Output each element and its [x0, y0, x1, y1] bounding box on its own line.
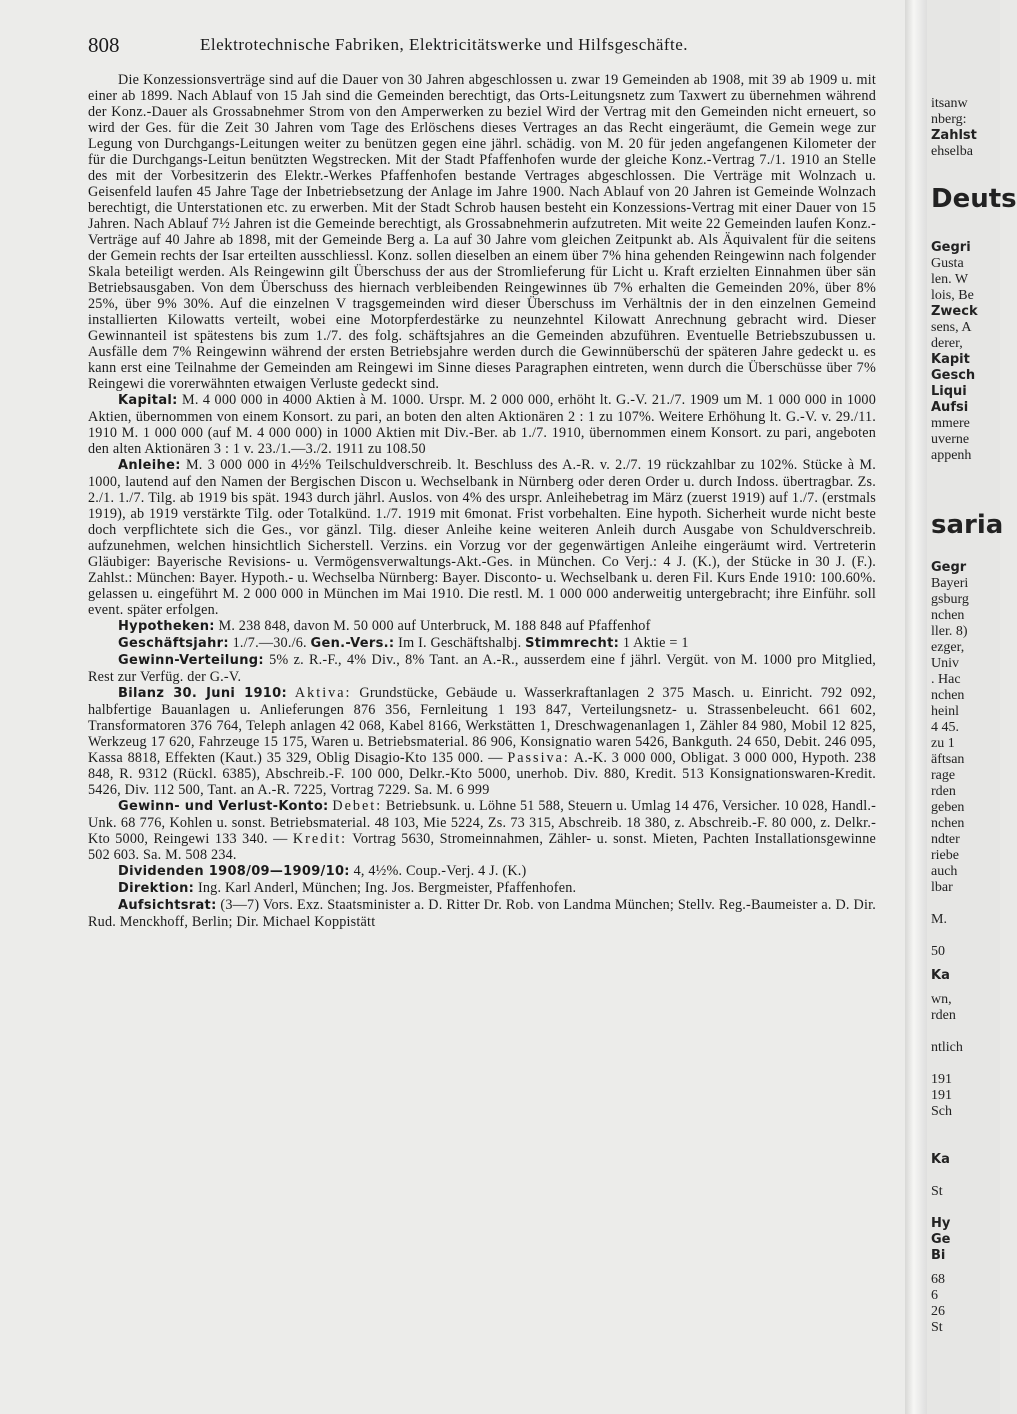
fragment-line: Gesch	[931, 368, 976, 383]
stimmrecht-text: 1 Aktie = 1	[622, 635, 689, 651]
fragment-line: Ka	[931, 968, 950, 983]
fragment-line: 191	[931, 1088, 952, 1103]
kapital-section	[88, 392, 876, 457]
stimmrecht-label: Stimmrecht:	[525, 636, 620, 651]
fragment-line: St	[931, 1184, 943, 1199]
fragment-line: derer,	[931, 336, 963, 351]
fragment-line: Bayeri	[931, 576, 969, 591]
fragment-line: Zweck	[931, 304, 978, 319]
fragment-line: Sch	[931, 1104, 952, 1119]
fragment-line: Hy	[931, 1216, 951, 1231]
kapital-text: M. 4 000 000 in 4000 Aktien à M. 1000. Urspr. M. 2 000 000, erhöht lt. G.-V. 21./7. 1909 um M. 1 000 000 in 1000 Aktien, übernommen von einem Konsort. zu pari, an boten den alten Aktionären 2 : 1 zu 107%. Weitere Erhöhung lt. G.-V. v. 29./11. 1910 M. 1 000 000 (auf M. 4 000 000) in 1000 Aktien mit Div.-Ber. ab 1./7. 1910, übernommen einem Konsort. zu pari, angeboten den alten Aktionären 3 : 1 v. 23./1.—3./2. 1911 zu 108.50	[88, 392, 877, 457]
fragment-line: Aufsi	[931, 400, 969, 415]
hypotheken-text: M. 238 848, davon M. 50 000 auf Unterbruck, M. 188 848 auf Pfaffenhof	[218, 618, 651, 634]
fragment-line: gsburg	[931, 592, 969, 607]
genvers-label: Gen.-Vers.:	[310, 636, 395, 651]
bilanz-section: Bilanz 30. Juni 1910: Aktiva: Grundstücke, Gebäude u. Wasserkraftanlagen 2 375 Masch. u. Einricht. 792 092, halbfertige Bauanlagen u. Anlieferungen 876 356, Fernleitung 1 193 847, Verteilungsnetz- u. Strassenbeleucht. 661 602, Transformatoren 376 764, Teleph anlagen 42 068, Kabel 8166, Werkstätten 1, Dreschwagenanlagen 1, Zähler 84 980, Mobil 12 825, Werkzeug 17 620, Fahrzeuge 15 175, Waren u. Betriebsmaterial. 86 906, Konsignatio waren 5426, Bankguth. 24 650, Debit. 246 095, Kassa 8818, Effekten (Kaut.) 35 329, Oblig Disagio-Kto 135 000. — Passiva: A.-K. 3 000 000, Obligat. 3 000 000, Hypoth. 238 848, R. 9312 (Rückl. 6385), Abschreib.-F. 100 000, Delkr.-Kto 5000, unerhob. Div. 880, Kredit. 513 Konsignationswaren-Kredit. 5426, Div. 112 500, Tant. an A.-R. 7225, Vortrag 7229. Sa. M. 6 999	[88, 685, 877, 798]
fragment-line: nchen	[931, 608, 965, 623]
geschaeftsjahr-section	[88, 635, 876, 652]
fragment-heading: saria	[931, 510, 1004, 540]
page-header	[88, 33, 828, 63]
fragment-line: nchen	[931, 688, 965, 703]
bilanz-passiva-label: Passiva:	[507, 750, 570, 766]
anleihe-section	[88, 457, 876, 618]
aufsichtsrat-label: Aufsichtsrat:	[118, 898, 217, 913]
dividenden-label: Dividenden 1908/09—1909/10:	[118, 864, 350, 879]
guv-kredit-label: Kredit:	[292, 831, 348, 847]
guv-debet-label: Debet:	[332, 798, 383, 814]
fragment-line: rden	[931, 784, 956, 799]
fragment-line: Zahlst	[931, 128, 977, 143]
bilanz-aktiva-label: Aktiva:	[294, 685, 352, 701]
fragment-line: ndter	[931, 832, 960, 847]
fragment-line: nberg:	[931, 112, 967, 127]
fragment-line: 68	[931, 1272, 945, 1287]
fragment-line: heinl	[931, 704, 959, 719]
fragment-line: ller. 8)	[931, 624, 968, 639]
hypotheken-label: Hypotheken:	[118, 619, 215, 634]
gewinn-verteilung-text: 5% z. R.-F., 4% Div., 8% Tant. an A.-R., ausserdem eine f jährl. Vergüt. von M. 1000 pro Mitglied, Rest zur Verfüg. der G.-V.	[88, 652, 876, 685]
fragment-line: zu 1	[931, 736, 955, 751]
anleihe-text: M. 3 000 000 in 4½% Teilschuldverschreib. lt. Beschluss des A.-R. v. 2./7. 19 rückzahlbar zu 102%. Stücke à M. 1000, lautend auf den Namen der Bergischen Discon u. Wechselbank in Nürnberg oder deren Order u. durch Indoss. übertragbar. Zs. 2./1. 1./7. Tilg. ab 1919 bis spät. 1943 durch jährl. Auslos. von 4% des urspr. Anleihebetrag im März (zuerst 1919) auf 1./7. (erstmals 1919), ab 1919 verstärkte Tilg. oder Totalkünd. 1./7. 1919 mit 6monat. Frist vorbehalten. Eine hypoth. Sicherheit wurde nicht beste doch verpflichtete sich die Ges., vor gänzl. Tilg. dieser Anleihe keine weiteren Anleih durch Ausgabe von Schuldverschreib. aufzunehmen, welchen hinsichtlich Sicherstell. Verzins. ein Vorzug vor der gegenwärtigen Anleihe eingeräumt wird. Vertreterin Gläubiger: Bayerische Revisions- u. Vermögensverwaltungs-Akt.-Ges. in München. Co Verj.: 4 J. (K.), der Stücke in 30 J. (F.). Zahlst.: München: Bayer. Hypoth.- u. Wechselba Nürnberg: Bayer. Disconto- u. Wechselbank u. deren Fil. Kurs Ende 1910: 100.60%. gelassen u. eingeführt M. 2 000 000 in München im Mai 1910. Die restl. M. 1 000 000 anderweitig untergebracht; ihre Einführ. soll event. später erfolgen.	[88, 457, 876, 618]
fragment-line: itsanw	[931, 96, 968, 111]
anleihe-label: Anleihe:	[118, 458, 181, 473]
genvers-text: Im I. Geschäftshalbj.	[398, 635, 522, 651]
fragment-line: sens, A	[931, 320, 972, 335]
fragment-line: riebe	[931, 848, 959, 863]
bilanz-passiva-text: A.-K. 3 000 000, Obligat. 3 000 000, Hypoth. 238 848, R. 9312 (Rückl. 6385), Abschreib.-F. 100 000, Delkr.-Kto 5000, unerhob. Div. 880, Kredit. 513 Konsignationswaren-Kredit. 5426, Div. 112 500, Tant. an A.-R. 7225, Vortrag 7229. Sa. M. 6 999	[88, 750, 877, 798]
geschaeftsjahr-label: Geschäftsjahr:	[118, 636, 229, 651]
bilanz-label: Bilanz 30. Juni 1910:	[118, 686, 287, 701]
fragment-line: 6	[931, 1288, 938, 1303]
fragment-line: St	[931, 1320, 943, 1335]
aufsichtsrat-text: (3—7) Vors. Exz. Staatsminister a. D. Ritter Dr. Rob. von Landma München; Stellv. Reg.-Baumeister a. D. Dir. Rud. Menckhoff, Berlin; Dir. Michael Koppistätt	[88, 897, 876, 930]
fragment-line: rden	[931, 1008, 956, 1023]
kapital-label: Kapital:	[118, 393, 178, 408]
fragment-line: len. W	[931, 272, 969, 287]
direktion-section	[88, 880, 876, 897]
gewinn-verteilung-label: Gewinn-Verteilung:	[118, 653, 264, 668]
fragment-line: wn,	[931, 992, 952, 1007]
fragment-line: nchen	[931, 816, 965, 831]
gewinn-verlust-section: Gewinn- und Verlust-Konto: Debet: Betriebsunk. u. Löhne 51 588, Steuern u. Umlag 14 476, Versicher. 10 028, Handl.-Unk. 68 776, Kohlen u. sonst. Betriebsmaterial. 48 103, Mie 5224, Zs. 73 315, Abschreib. 18 380, z. Abschreib.-F. 80 000, z. Delkr.-Kto 5000, Reingewi 133 340. — Kredit: Vortrag 5630, Stromeinnahmen, Zähler- u. sonst. Mieten, Pachten Installationsgewinne 502 603. Sa. M. 508 234.	[88, 798, 877, 863]
fragment-line: Ka	[931, 1152, 950, 1167]
fragment-line: Gegri	[931, 240, 971, 255]
fragment-line: ehselba	[931, 144, 973, 159]
guv-kredit-text: Vortrag 5630, Stromeinnahmen, Zähler- u. sonst. Mieten, Pachten Installationsgewinne 502 603. Sa. M. 508 234.	[88, 831, 876, 863]
fragment-line: 4 45.	[931, 720, 959, 735]
fragment-line: lbar	[931, 880, 953, 895]
page-number: 808	[88, 33, 120, 57]
fragment-line: . Hac	[931, 672, 961, 687]
guv-debet-text: Betriebsunk. u. Löhne 51 588, Steuern u. Umlag 14 476, Versicher. 10 028, Handl.-Unk. 68 776, Kohlen u. sonst. Betriebsmaterial. 48 103, Mie 5224, Zs. 73 315, Abschreib. 18 380, z. Abschreib.-F. 80 000, z. Delkr.-Kto 5000, Reingewi 133 340.	[88, 798, 877, 847]
fragment-line: Univ	[931, 656, 959, 671]
fragment-line: Liqui	[931, 384, 967, 399]
fragment-line: auch	[931, 864, 958, 879]
fragment-line: Gusta	[931, 256, 964, 271]
fragment-line: geben	[931, 800, 965, 815]
aufsichtsrat-section	[88, 897, 876, 930]
direktion-text: Ing. Karl Anderl, München; Ing. Jos. Bergmeister, Pfaffenhofen.	[197, 880, 577, 896]
fragment-line: lois, Be	[931, 288, 974, 303]
running-title: Elektrotechnische Fabriken, Elektricitätswerke und Hilfsgeschäfte.	[200, 35, 689, 54]
book-gutter	[905, 0, 927, 1414]
bilanz-aktiva-text: Grundstücke, Gebäude u. Wasserkraftanlagen 2 375 Masch. u. Einricht. 792 092, halbfertige Bauanlagen u. Anlieferungen 876 356, Fernleitung 1 193 847, Verteilungsnetz- u. Strassenbeleucht. 661 602, Transformatoren 376 764, Teleph anlagen 42 068, Kabel 8166, Werkstätten 1, Dreschwagenanlagen 1, Zähler 84 980, Mobil 12 825, Werkzeug 17 620, Fahrzeuge 15 175, Waren u. Betriebsmaterial. 86 906, Konsignatio waren 5426, Bankguth. 24 650, Debit. 246 095, Kassa 8818, Effekten (Kaut.) 35 329, Oblig Disagio-Kto 135 000.	[88, 685, 877, 766]
dividenden-section	[88, 863, 876, 880]
fragment-line: äftsan	[931, 752, 965, 767]
document-body	[88, 72, 876, 930]
direktion-label: Direktion:	[118, 881, 195, 896]
gewinn-verteilung-section	[88, 652, 876, 685]
fragment-line: uverne	[931, 432, 970, 447]
hypotheken-section	[88, 618, 876, 635]
fragment-line: ezger,	[931, 640, 965, 655]
fragment-line: appenh	[931, 448, 972, 463]
fragment-line: 191	[931, 1072, 952, 1087]
fragment-line: 50	[931, 944, 945, 959]
geschaeftsjahr-text: 1./7.—30./6.	[232, 635, 307, 651]
fragment-line: M.	[931, 912, 947, 927]
fragment-line: mmere	[931, 416, 970, 431]
fragment-line: ntlich	[931, 1040, 963, 1055]
concession-paragraph: Die Konzessionsverträge sind auf die Dauer von 30 Jahren abgeschlossen u. zwar 19 Gemeinden ab 1908, mit 39 ab 1909 u. mit einer ab 1899. Nach Ablauf von 15 Jah sind die Gemeinden berechtigt, das Orts-Leitungsnetz zum Taxwert zu übernehmen während der Konz.-Dauer als Grossabnehmer Strom von den Amperwerken zu beziel Wird der Vertrag mit den Gemeinden nicht erneuert, so wird der Ges. für die Zeit 30 Jahren vom Tage des Erlöschens dieses Vertrages an das Recht eingeräumt, die Gemein wege zur Legung von Durchgangs-Leitungen weiter zu benützen gegen eine jährl. schädig. von M. 20 für jeden angefangenen Kilometer der für die Durchgangs-Leitun benützten Wegstrecken. Mit der Stadt Pfaffenhofen wurde der gleiche Konz.-Vertrag 7./1. 1910 an Stelle des mit der Vorbesitzerin des Elektr.-Werkes Pfaffenhofen bestande Vertrages abgeschlossen. Die Verträge mit Wolnzach u. Geisenfeld laufen 45 Jahre Tage der Inbetriebsetzung der Anlage im Jahre 1900. Nach Ablauf von 20 Jahren ist Gemeinde Wolnzach berechtigt, die Unterstationen etc. zu erwerben. Mit der Stadt Schrob hausen besteht ein Konzessions-Vertrag mit einer Dauer von 15 Jahren. Nach Ablauf 7½ Jahren ist die Gemeinde berechtigt, als Grossabnehmerin aufzutreten. Mit weite 22 Gemeinden laufen Konz.-Verträge auf 40 Jahre ab 1898, mit der Gemeinde Berg a. La auf 30 Jahre vom gleichen Zeitpunkt ab. Als Äquivalent für die seitens der Gemein rechts der Isar erteilten ausschliessl. Konz. sollen dieselben an einem über 7% hina gehenden Reingewinn nach folgender Skala beteiligt werden. Als Reingewinn gilt Überschuss der aus der Stromlieferung für Licht u. Kraft erzielten Einnahmen über sän Betriebsausgaben. Von dem Überschuss des hiernach verbleibenden Reingewinnes üb 7% erhalten die Gemeinden 20%, über 8% 25%, über 9% 30%. Auf die einzelnen V tragsgemeinden wird dieser Überschuss im Verhältnis der in den einzelnen Gemeind installierten Kilowatts verteilt, wobei eine Motorpferdestärke zu neunzehntel Kilowatt Anrechnung gebracht wird. Dieser Gewinnanteil ist spätestens bis zum 1./7. des folg. schäftsjahres an die Gemeinden abzuführen. Eventuelle Betriebszubussen u. Ausfälle dem 7% Reingewinn während der ersten Betriebsjahre werden durch die Gewinnüberschü der späteren Jahre gedeckt u. es kann erst eine Teilnahme der Gemeinden am Reingewi im Sinne dieses Paragraphen eintreten, wenn durch die Überschüsse über 7% Reingewi die vorerwähnten etwaigen Verluste gedeckt sind.	[88, 72, 876, 392]
fragment-line: Ge	[931, 1232, 951, 1247]
fragment-line: rage	[931, 768, 956, 783]
fragment-line: 26	[931, 1304, 945, 1319]
fragment-line: Kapit	[931, 352, 970, 367]
dividenden-text: 4, 4½%. Coup.-Verj. 4 J. (K.)	[353, 863, 527, 879]
fragment-heading: Deuts	[931, 184, 1017, 214]
fragment-line: Bi	[931, 1248, 946, 1263]
fragment-line: Gegr	[931, 560, 967, 575]
adjacent-page-fragment	[927, 0, 1017, 1414]
gewinn-verlust-label: Gewinn- und Verlust-Konto:	[118, 799, 329, 814]
